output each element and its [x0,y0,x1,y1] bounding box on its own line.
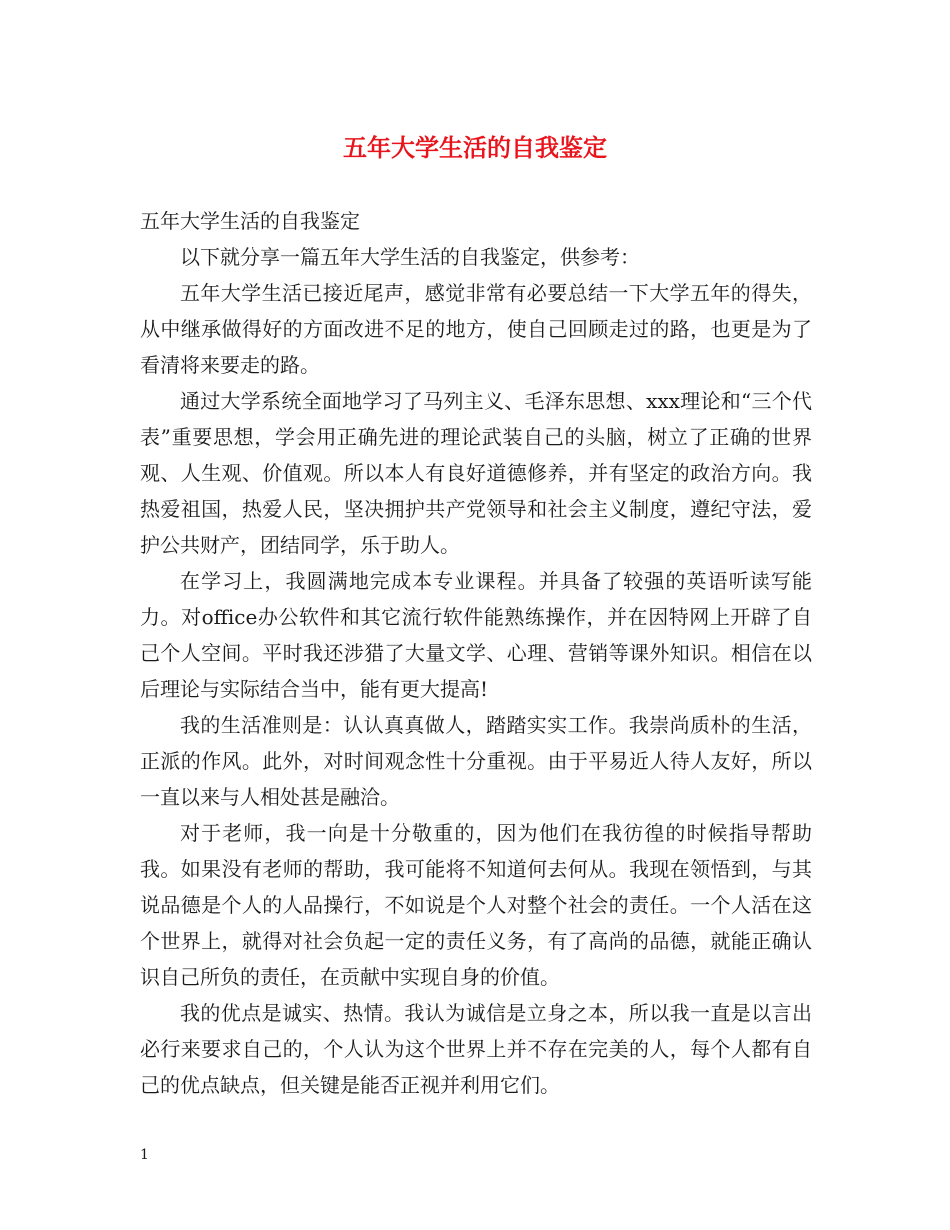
paragraph-life: 我的生活准则是：认认真真做人，踏踏实实工作。我崇尚质朴的生活，正派的作风。此外，对时间观念性十分重视。由于平易近人待人友好，所以一直以来与人相处甚是融洽。 [140,713,812,809]
paragraph-teachers: 对于老师，我一向是十分敬重的，因为他们在我彷徨的时候指导帮助我。如果没有老师的帮助，我可能将不知道何去何从。我现在领悟到，与其说品德是个人的人品操行，不如说是个人对整个社会的责任。一个人活在这个世界上，就得对社会负起一定的责任义务，有了高尚的品德，就能正确认识自己所负的责任，在贡献中实现自身的价值。 [140,821,812,989]
paragraph-summary: 五年大学生活已接近尾声，感觉非常有必要总结一下大学五年的得失，从中继承做得好的方面改进不足的地方，使自己回顾走过的路，也更是为了看清将来要走的路。 [140,281,812,377]
document-body [140,203,812,1103]
paragraph-strengths: 我的优点是诚实、热情。我认为诚信是立身之本，所以我一直是以言出必行来要求自己的，个人认为这个世界上并不存在完美的人，每个人都有自己的优点缺点，但关键是能否正视并利用它们。 [140,1001,812,1097]
document-subtitle: 五年大学生活的自我鉴定 [140,209,360,233]
paragraph-study: 在学习上，我圆满地完成本专业课程。并具备了较强的英语听读写能力。对office办公软件和其它流行软件能熟练操作，并在因特网上开辟了自己个人空间。平时我还涉猎了大量文学、心理、营销等课外知识。相信在以后理论与实际结合当中，能有更大提高! [140,569,812,701]
paragraph-political: 通过大学系统全面地学习了马列主义、毛泽东思想、xxx理论和“三个代表”重要思想，学会用正确先进的理论武装自己的头脑，树立了正确的世界观、人生观、价值观。所以本人有良好道德修养，并有坚定的政治方向。我热爱祖国，热爱人民，坚决拥护共产党领导和社会主义制度，遵纪守法，爱护公共财产，团结同学，乐于助人。 [140,389,812,557]
page-number: 1 [140,1147,149,1163]
document-title: 五年大学生活的自我鉴定 [343,133,607,162]
paragraph-intro: 以下就分享一篇五年大学生活的自我鉴定，供参考： [180,245,640,269]
